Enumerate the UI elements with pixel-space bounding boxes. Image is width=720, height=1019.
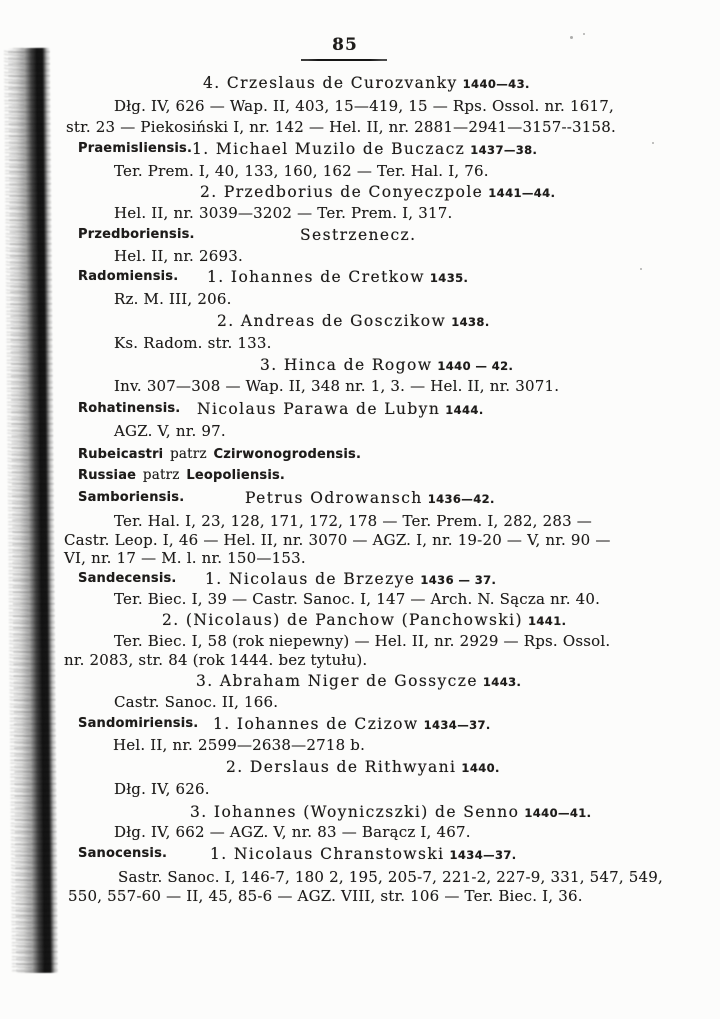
entry-years: 1441. <box>528 614 567 628</box>
book-gutter-shadow <box>8 48 58 973</box>
scan-speck <box>652 142 654 144</box>
entry-name: 1. Nicolaus Chranstowski <box>210 845 445 863</box>
entry-name: 2. (Nicolaus) de Panchow (Panchowski) <box>162 611 523 629</box>
reference-line: Castr. Sanoc. II, 166. <box>114 693 279 711</box>
entry-years: 1434—37. <box>423 718 491 732</box>
see-word: patrz <box>142 467 180 483</box>
see-label: Rubeicastri <box>78 447 164 462</box>
reference-line: str. 23 — Piekosiński I, nr. 142 — Hel. II, nr. 2881—2941—3157--3158. <box>66 118 616 136</box>
see-word: patrz <box>170 446 207 462</box>
entry-heading <box>300 226 416 244</box>
reference-line: Ter. Hal. I, 23, 128, 171, 172, 178 — Ter. Prem. I, 282, 283 — <box>114 512 592 530</box>
reference-line: VI, nr. 17 — M. l. nr. 150—153. <box>64 549 306 567</box>
page-number: 85 <box>332 35 358 55</box>
scan-speck <box>640 268 642 270</box>
entry-name: 2. Przedborius de Conyeczpole <box>200 183 484 201</box>
scan-speck <box>583 33 585 35</box>
entry-heading <box>207 268 468 286</box>
reference-line: Dłg. IV, 662 — AGZ. V, nr. 83 — Barącz I, 467. <box>114 823 471 841</box>
entry-heading <box>200 183 555 201</box>
reference-line: Inv. 307—308 — Wap. II, 348 nr. 1, 3. — Hel. II, nr. 3071. <box>114 377 560 395</box>
entry-heading <box>226 758 500 776</box>
entry-years: 1440. <box>461 761 500 775</box>
entry-years: 1443. <box>482 675 522 689</box>
rubric-label: Radomiensis. <box>78 269 179 284</box>
entry-heading <box>217 312 490 330</box>
entry-years: 1436 — 37. <box>420 573 497 587</box>
see-target: Czirwonogrodensis. <box>213 447 362 462</box>
reference-line: Sastr. Sanoc. I, 146-7, 180 2, 195, 205-7, 221-2, 227-9, 331, 547, 549, <box>118 868 664 886</box>
reference-line: Dłg. IV, 626 — Wap. II, 403, 15—419, 15 — Rps. Ossol. nr. 1617, <box>114 97 614 115</box>
entry-heading <box>213 715 491 733</box>
entry-years: 1438. <box>451 315 490 329</box>
entry-name: 1. Michael Muzilo de Buczacz <box>192 140 466 158</box>
entry-heading <box>192 140 537 158</box>
entry-heading <box>203 74 530 92</box>
entry-years: 1437—38. <box>470 143 538 157</box>
entry-name: Sestrzenecz. <box>300 226 417 244</box>
page-number-rule <box>301 59 387 61</box>
reference-line: Ks. Radom. str. 133. <box>114 334 272 352</box>
rubric-label: Sandecensis. <box>78 571 177 586</box>
entry-name: 3. Iohannes (Woyniczszki) de Senno <box>190 803 520 821</box>
reference-line: nr. 2083, str. 84 (rok 1444. bez tytułu). <box>64 651 368 669</box>
reference-line: Hel. II, nr. 2693. <box>114 247 243 265</box>
entry-years: 1440—41. <box>524 806 592 820</box>
rubric-label: Sandomiriensis. <box>78 716 199 731</box>
entry-name: 1. Nicolaus de Brzezye <box>205 570 416 588</box>
reference-line: 550, 557-60 — II, 45, 85-6 — AGZ. VIII, str. 106 — Ter. Biec. I, 36. <box>68 887 583 905</box>
entry-name: 2. Derslaus de Rithwyani <box>226 758 457 776</box>
see-label: Russiae <box>78 468 137 483</box>
entry-heading <box>162 611 566 629</box>
entry-heading <box>205 570 496 588</box>
rubric-label: Praemisliensis. <box>78 141 193 156</box>
entry-heading <box>210 845 517 863</box>
entry-name: 3. Hinca de Rogow <box>260 356 433 374</box>
see-also-line <box>78 446 361 462</box>
reference-line: Dłg. IV, 626. <box>114 780 210 798</box>
entry-heading <box>190 803 591 821</box>
entry-years: 1441—44. <box>488 186 556 200</box>
rubric-label: Przedboriensis. <box>78 227 195 242</box>
entry-name: 3. Abraham Niger de Gossycze <box>196 672 478 690</box>
reference-line: Ter. Biec. I, 58 (rok niepewny) — Hel. II, nr. 2929 — Rps. Ossol. <box>114 632 611 650</box>
see-target: Leopoliensis. <box>186 468 286 483</box>
reference-line: Ter. Biec. I, 39 — Castr. Sanoc. I, 147 — Arch. N. Sącza nr. 40. <box>114 590 601 608</box>
entry-name: 1. Iohannes de Cretkow <box>207 268 425 286</box>
entry-heading <box>197 400 484 418</box>
reference-line: AGZ. V, nr. 97. <box>114 422 226 440</box>
entry-name: 1. Iohannes de Czizow <box>213 715 419 733</box>
entry-heading <box>260 356 513 374</box>
entry-name: 4. Crzeslaus de Curozvanky <box>203 74 458 92</box>
see-also-line <box>78 467 285 483</box>
reference-line: Rz. M. III, 206. <box>114 290 232 308</box>
entry-name: 2. Andreas de Gosczikow <box>217 312 447 330</box>
entry-years: 1434—37. <box>449 848 517 862</box>
rubric-label: Sanocensis. <box>78 846 168 861</box>
entry-name: Petrus Odrowansch <box>245 489 423 507</box>
reference-line: Hel. II, nr. 2599—2638—2718 b. <box>113 736 366 754</box>
scan-speck <box>570 36 573 39</box>
entry-name: Nicolaus Parawa de Lubyn <box>197 400 441 418</box>
entry-heading <box>196 672 521 690</box>
reference-line: Castr. Leop. I, 46 — Hel. II, nr. 3070 — AGZ. I, nr. 19-20 — V, nr. 90 — <box>64 531 611 549</box>
reference-line: Hel. II, nr. 3039—3202 — Ter. Prem. I, 317. <box>114 204 453 222</box>
entry-heading <box>245 489 495 507</box>
reference-line: Ter. Prem. I, 40, 133, 160, 162 — Ter. Hal. I, 76. <box>114 162 489 180</box>
entry-years: 1440—43. <box>462 77 530 91</box>
rubric-label: Samboriensis. <box>78 490 185 505</box>
entry-years: 1440 — 42. <box>437 359 514 373</box>
entry-years: 1436—42. <box>427 492 495 506</box>
rubric-label: Rohatinensis. <box>78 401 181 416</box>
entry-years: 1444. <box>445 403 484 417</box>
entry-years: 1435. <box>429 271 469 285</box>
